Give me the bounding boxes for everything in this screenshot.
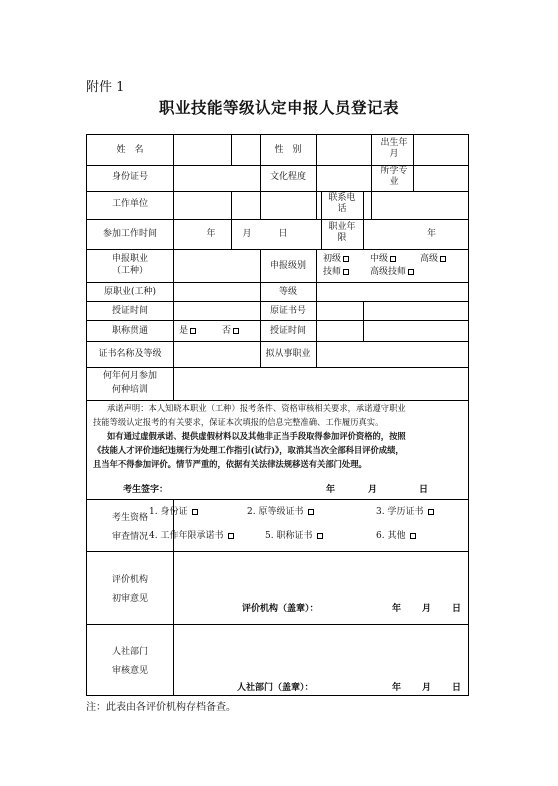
level-middle-option[interactable]: 中级	[370, 254, 396, 265]
review-item-other[interactable]: 6. 其他	[376, 531, 416, 542]
years-unit: 年	[427, 229, 437, 239]
work-start-label: 参加工作时间	[102, 229, 157, 239]
apply-occupation-label: 申报职业	[111, 254, 148, 264]
pledge-warning-line-2: 《技能人才评价违纪违规行为处理工作指引(试行)》，取消其当次全部科目评价成绩，	[93, 445, 404, 455]
hr-review-sub-label: 审核意见	[111, 666, 148, 676]
initial-day: 日	[452, 604, 462, 614]
checkbox-icon[interactable]	[317, 533, 323, 539]
attachment-label: 附件 1	[86, 80, 125, 95]
orig-cert-no-label: 原证书号	[269, 306, 306, 316]
checkbox-icon[interactable]	[228, 533, 234, 539]
initial-month: 月	[422, 604, 432, 614]
orig-occupation-label: 原职业(工种)	[103, 287, 157, 297]
pledge-warning-line-3: 且当年不得参加评价。情节严重的，依据有关法律法规移送有关部门处理。	[93, 459, 367, 469]
review-item-work-years[interactable]: 4. 工作年限承诺书	[149, 531, 234, 542]
signature-year: 年	[326, 485, 336, 495]
initial-review-label: 评价机构	[111, 575, 148, 585]
level-senior-option[interactable]: 高级	[420, 254, 446, 265]
signature-month: 月	[368, 485, 378, 495]
pledge-warning-line-1: 如有通过虚假承诺、提供虚假材料以及其他非正当手段取得参加评价资格的，按照	[107, 431, 406, 441]
title-link-label: 职称贯通	[111, 326, 148, 336]
review-label: 考生资格	[111, 513, 148, 523]
pledge-line-1: 承诺声明：本人知晓本职业（工种）报考条件、资格审核相关要求，承诺遵守职业	[107, 403, 406, 413]
footnote: 注：此表由各评价机构存档备查。	[86, 702, 236, 713]
birth-label: 出生年月	[380, 138, 408, 159]
checkbox-icon[interactable]	[192, 509, 198, 515]
level-senior-technician-option[interactable]: 高级技师	[370, 267, 414, 278]
education-label: 文化程度	[269, 172, 306, 182]
name-label: 姓 名	[116, 145, 144, 155]
id-number-label: 身份证号	[111, 172, 148, 182]
signature-label: 考生签字：	[123, 485, 169, 495]
checkbox-icon[interactable]	[190, 328, 196, 334]
cert-time-label-2: 授证时间	[269, 326, 306, 336]
signature-day: 日	[419, 485, 429, 495]
hr-day: 日	[452, 683, 462, 693]
checkbox-icon[interactable]	[343, 256, 349, 262]
review-item-education[interactable]: 3. 学历证书	[376, 507, 434, 518]
initial-review-sub-label: 初审意见	[111, 594, 148, 604]
apply-level-label: 申报级别	[269, 261, 306, 271]
title-link-yes-option[interactable]: 是	[179, 326, 196, 337]
gender-label: 性 别	[274, 145, 302, 155]
training-sub-label: 何种培训	[111, 385, 148, 395]
checkbox-icon[interactable]	[440, 256, 446, 262]
review-item-id[interactable]: 1. 身份证	[149, 507, 198, 518]
level-technician-option[interactable]: 技师	[323, 267, 349, 278]
level-junior-option[interactable]: 初级	[323, 254, 349, 265]
checkbox-icon[interactable]	[343, 269, 349, 275]
checkbox-icon[interactable]	[408, 269, 414, 275]
hr-stamp-label: 人社部门（盖章）：	[237, 683, 314, 693]
checkbox-icon[interactable]	[428, 509, 434, 515]
checkbox-icon[interactable]	[233, 328, 239, 334]
apply-occupation-sub-label: （工种）	[111, 266, 148, 276]
initial-year: 年	[392, 604, 402, 614]
cert-time-label: 授证时间	[111, 306, 148, 316]
hr-review-label: 人社部门	[111, 647, 148, 657]
registration-form-table	[86, 134, 469, 696]
title-link-no-option[interactable]: 否	[222, 326, 239, 337]
review-item-title-cert[interactable]: 5. 职称证书	[265, 531, 323, 542]
hr-month: 月	[422, 683, 432, 693]
training-label: 何年何月参加	[102, 371, 157, 381]
checkbox-icon[interactable]	[410, 533, 416, 539]
pledge-line-2: 技能等级认定报考的有关要求，保证本次填报的信息完整准确、工作履历真实。	[93, 417, 384, 427]
phone-label: 联系电话	[328, 193, 356, 214]
work-start-date: 年 月 日	[206, 229, 288, 239]
review-sub-label: 审查情况	[111, 532, 148, 542]
review-item-orig-cert[interactable]: 2. 原等级证书	[247, 507, 314, 518]
cert-name-label: 证书名称及等级	[98, 349, 162, 359]
checkbox-icon[interactable]	[308, 509, 314, 515]
grade-label: 等级	[278, 287, 297, 297]
intended-job-label: 拟从事职业	[265, 349, 311, 359]
years-label: 职业年限	[328, 222, 356, 243]
page-title: 职业技能等级认定申报人员登记表	[158, 99, 399, 117]
employer-label: 工作单位	[111, 199, 148, 209]
checkbox-icon[interactable]	[390, 256, 396, 262]
major-label: 所学专业	[380, 166, 408, 187]
hr-year: 年	[392, 683, 402, 693]
initial-stamp-label: 评价机构（盖章）：	[242, 604, 319, 614]
